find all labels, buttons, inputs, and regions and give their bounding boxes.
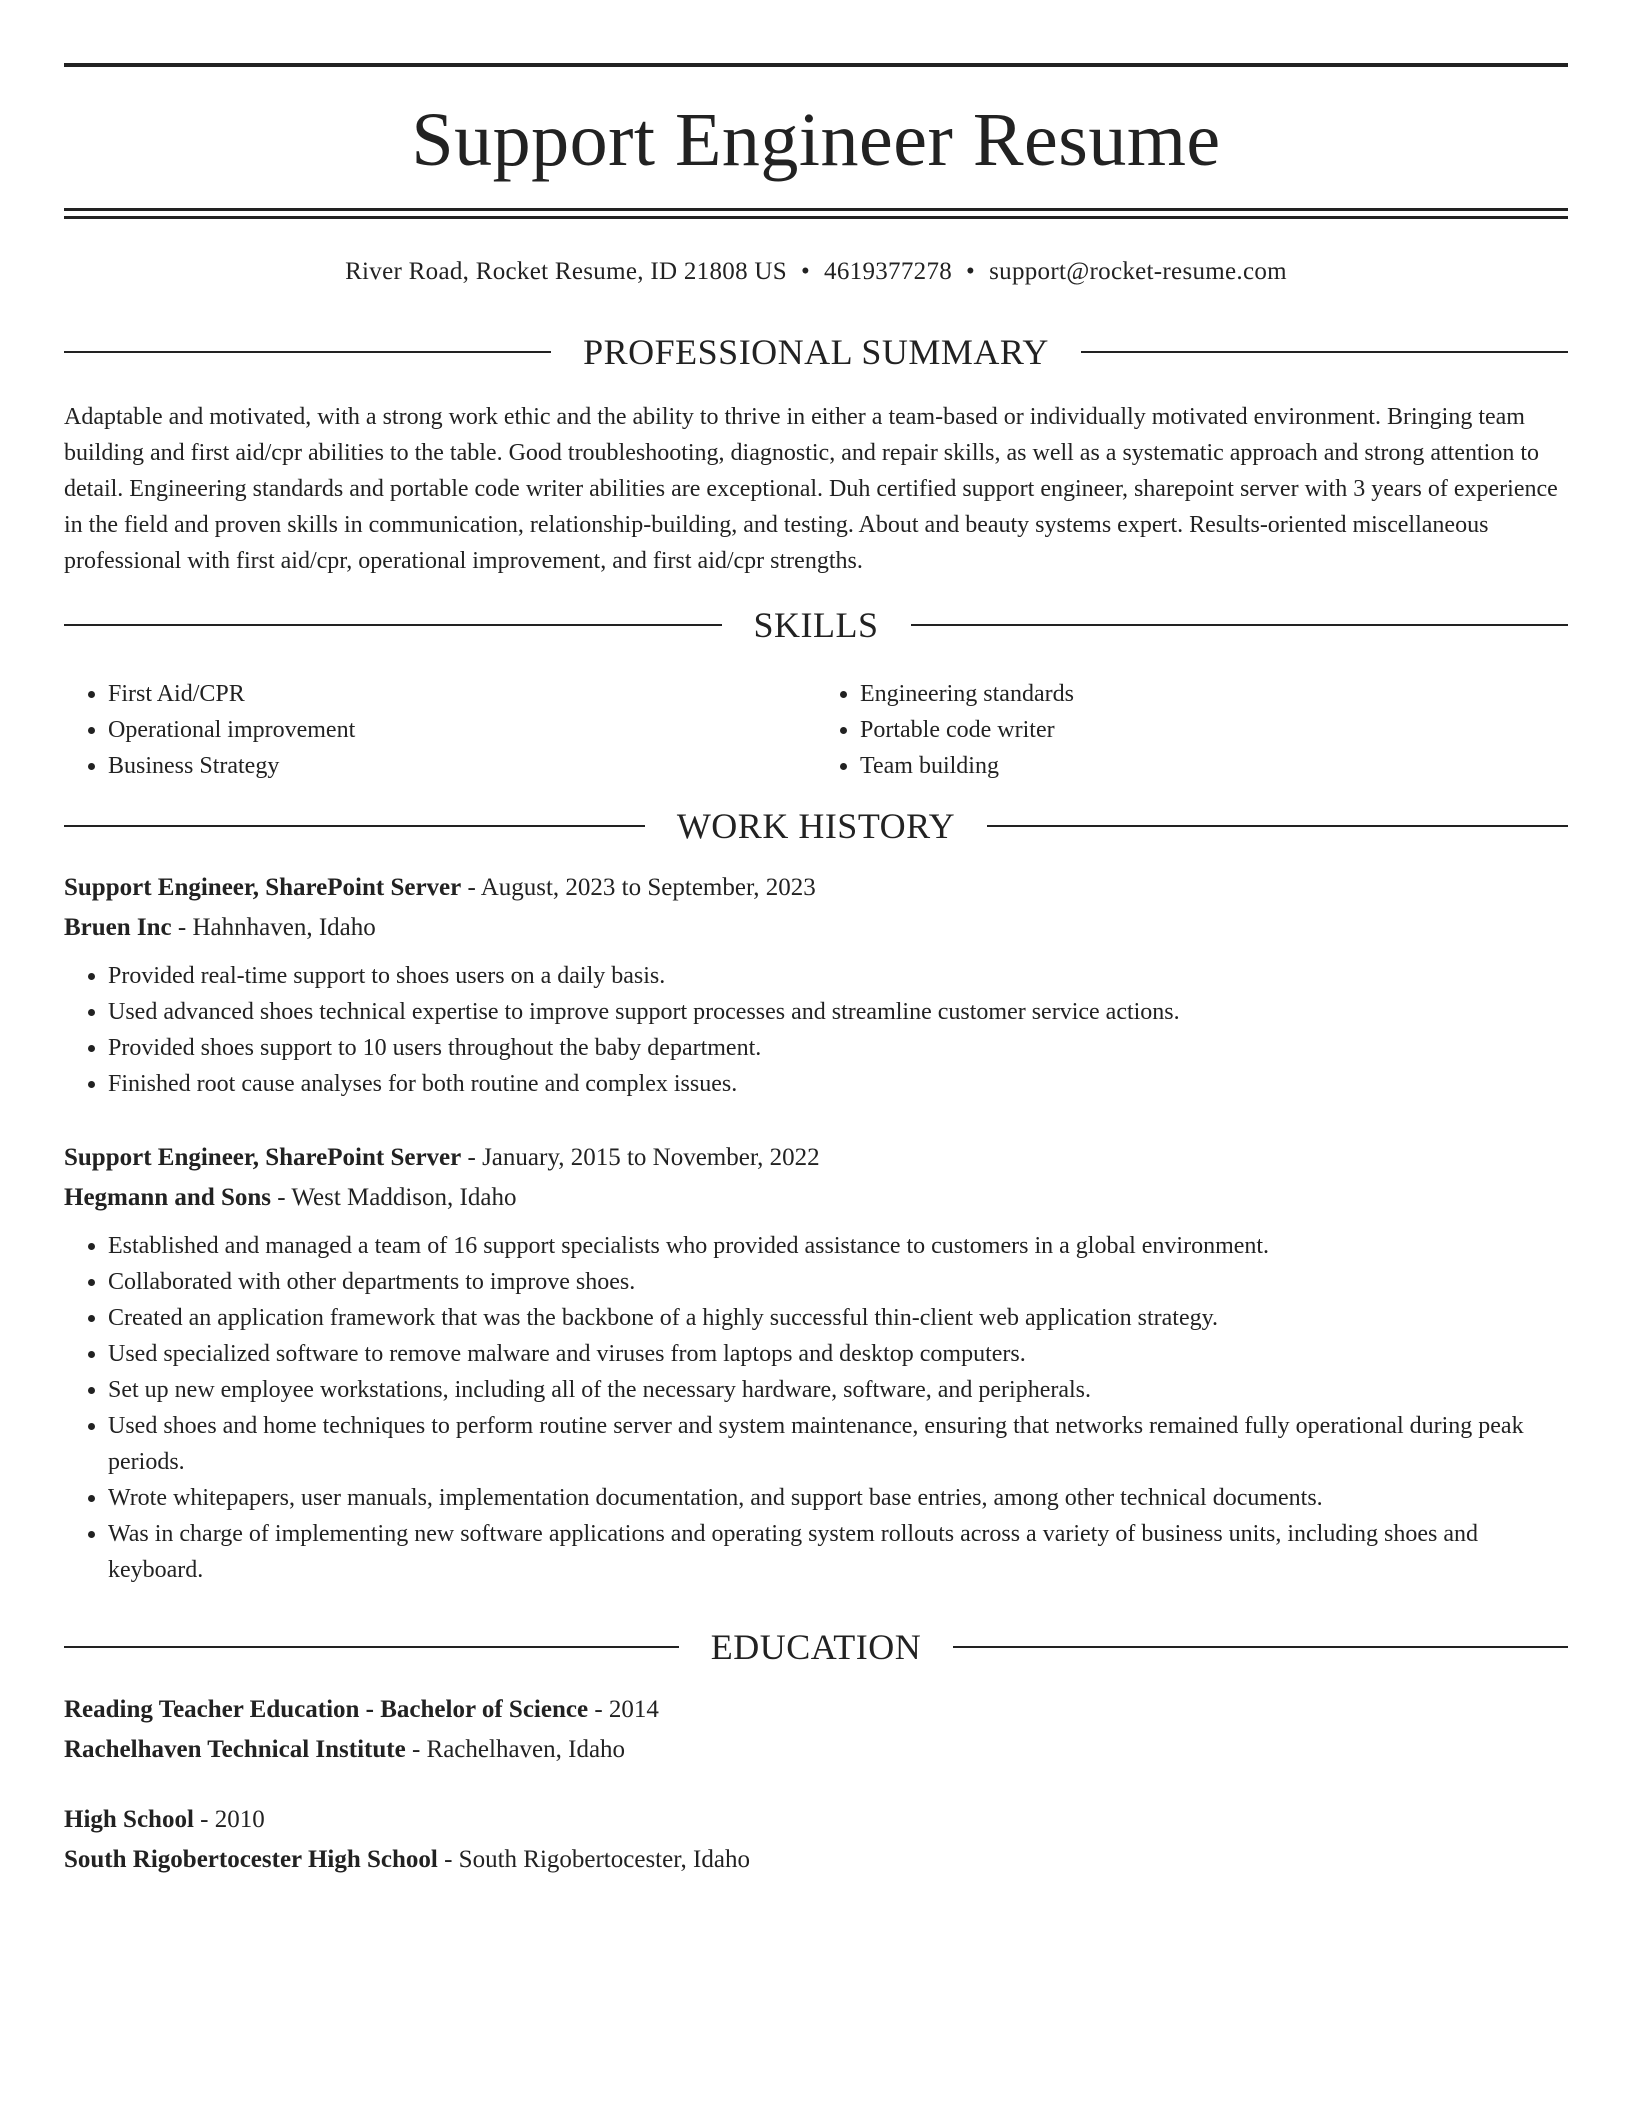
skill-item: • Engineering standards <box>860 676 1568 712</box>
top-rule <box>64 63 1568 67</box>
job-company: Hegmann and Sons <box>64 1184 272 1211</box>
job-title-line <box>64 1138 1568 1178</box>
education-year: - 2010 <box>193 1806 265 1833</box>
job-location: - Hahnhaven, Idaho <box>171 914 376 941</box>
education-school: South Rigobertocester High School <box>64 1846 438 1873</box>
job-bullet: • Wrote whitepapers, user manuals, implementation documentation, and support base entries, among other technical documents. <box>108 1480 1568 1516</box>
section-heading-label: SKILLS <box>753 605 879 645</box>
contact-separator: • <box>800 258 811 285</box>
job-bullet: • Used shoes and home techniques to perform routine server and system maintenance, ensuring that networks remained fully operational during peak periods. <box>108 1408 1568 1480</box>
skill-item: • Operational improvement <box>108 712 816 748</box>
contact-phone: 4619377278 <box>824 258 953 285</box>
job-bullet: • Provided shoes support to 10 users throughout the baby department. <box>108 1030 1568 1066</box>
section-heading-label: WORK HISTORY <box>676 806 956 846</box>
education-degree-line <box>64 1800 1568 1840</box>
summary-text: Adaptable and motivated, with a strong work ethic and the ability to thrive in either a team-based or individually motivated environment. Bringing team building and first aid/cpr abilities to the table. Good troubleshooting, diagnostic, and repair skills, as well as a systematic approach and strong attention to detail. Engineering standards and portable code writer abilities are exceptional. Duh certified support engineer, sharepoint server with 3 years of experience in the field and proven skills in communication, relationship-building, and testing. About and beauty systems expert. Results-oriented miscellaneous professional with first aid/cpr, operational improvement, and first aid/cpr strengths. <box>64 404 1558 574</box>
education-school-line <box>64 1840 1568 1880</box>
section-heading-label: EDUCATION <box>710 1627 922 1667</box>
skill-item: • Portable code writer <box>860 712 1568 748</box>
job-bullets <box>64 1228 1568 1588</box>
job-title: Support Engineer, SharePoint Server <box>64 1144 462 1171</box>
job-title: Support Engineer, SharePoint Server <box>64 874 462 901</box>
education-degree-line <box>64 1690 1568 1730</box>
job-entry <box>64 868 1568 1102</box>
job-bullet: • Established and managed a team of 16 support specialists who provided assistance to customers in a global environment. <box>108 1228 1568 1264</box>
skill-item: • Team building <box>860 748 1568 784</box>
job-dates: - January, 2015 to November, 2022 <box>461 1144 820 1171</box>
title-rule-lower <box>64 216 1568 219</box>
education-degree: High School <box>64 1806 194 1833</box>
education-school: Rachelhaven Technical Institute <box>64 1736 406 1763</box>
contact-line <box>64 255 1568 289</box>
section-heading-work <box>64 804 1568 848</box>
section-heading-skills <box>64 603 1568 647</box>
contact-email: support@rocket-resume.com <box>989 258 1287 285</box>
section-heading-label: PROFESSIONAL SUMMARY <box>583 332 1049 372</box>
contact-address: River Road, Rocket Resume, ID 21808 US <box>345 258 787 285</box>
resume-title: Support Engineer Resume <box>411 98 1221 182</box>
skills-column-right <box>816 676 1568 784</box>
education-entry <box>64 1800 1568 1880</box>
education-location: - Rachelhaven, Idaho <box>405 1736 626 1763</box>
job-company-line <box>64 908 1568 948</box>
job-bullet: • Used advanced shoes technical expertise to improve support processes and streamline customer service actions. <box>108 994 1568 1030</box>
heading-rule <box>953 1646 1568 1648</box>
job-bullet: • Was in charge of implementing new software applications and operating system rollouts across a variety of business units, including shoes and keyboard. <box>108 1516 1568 1588</box>
job-location: - West Maddison, Idaho <box>271 1184 517 1211</box>
job-bullet: • Created an application framework that was the backbone of a highly successful thin-client web application strategy. <box>108 1300 1568 1336</box>
job-bullet: • Used specialized software to remove malware and viruses from laptops and desktop computers. <box>108 1336 1568 1372</box>
heading-rule <box>987 825 1568 827</box>
skills-column-left <box>64 676 816 784</box>
education-location: - South Rigobertocester, Idaho <box>437 1846 750 1873</box>
job-bullet: • Finished root cause analyses for both routine and complex issues. <box>108 1066 1568 1102</box>
education-entry <box>64 1690 1568 1770</box>
job-entry <box>64 1138 1568 1588</box>
heading-rule <box>1081 351 1568 353</box>
job-company: Bruen Inc <box>64 914 172 941</box>
heading-rule <box>64 624 722 626</box>
skill-item: • First Aid/CPR <box>108 676 816 712</box>
skill-item: • Business Strategy <box>108 748 816 784</box>
heading-rule <box>64 1646 679 1648</box>
job-bullet: • Provided real-time support to shoes users on a daily basis. <box>108 958 1568 994</box>
job-title-line <box>64 868 1568 908</box>
heading-rule <box>64 825 645 827</box>
education-school-line <box>64 1730 1568 1770</box>
heading-rule <box>64 351 551 353</box>
section-heading-education <box>64 1625 1568 1669</box>
job-bullets <box>64 958 1568 1102</box>
job-bullet: • Set up new employee workstations, including all of the necessary hardware, software, and peripherals. <box>108 1372 1568 1408</box>
job-company-line <box>64 1178 1568 1218</box>
education-year: - 2014 <box>588 1696 659 1723</box>
title-rule-upper <box>64 208 1568 211</box>
heading-rule <box>911 624 1569 626</box>
job-bullet: • Collaborated with other departments to improve shoes. <box>108 1264 1568 1300</box>
job-dates: - August, 2023 to September, 2023 <box>461 874 816 901</box>
skills-list <box>64 676 1568 784</box>
contact-separator: • <box>966 258 976 285</box>
education-degree: Reading Teacher Education - Bachelor of Science <box>64 1696 589 1723</box>
section-heading-summary <box>64 330 1568 374</box>
